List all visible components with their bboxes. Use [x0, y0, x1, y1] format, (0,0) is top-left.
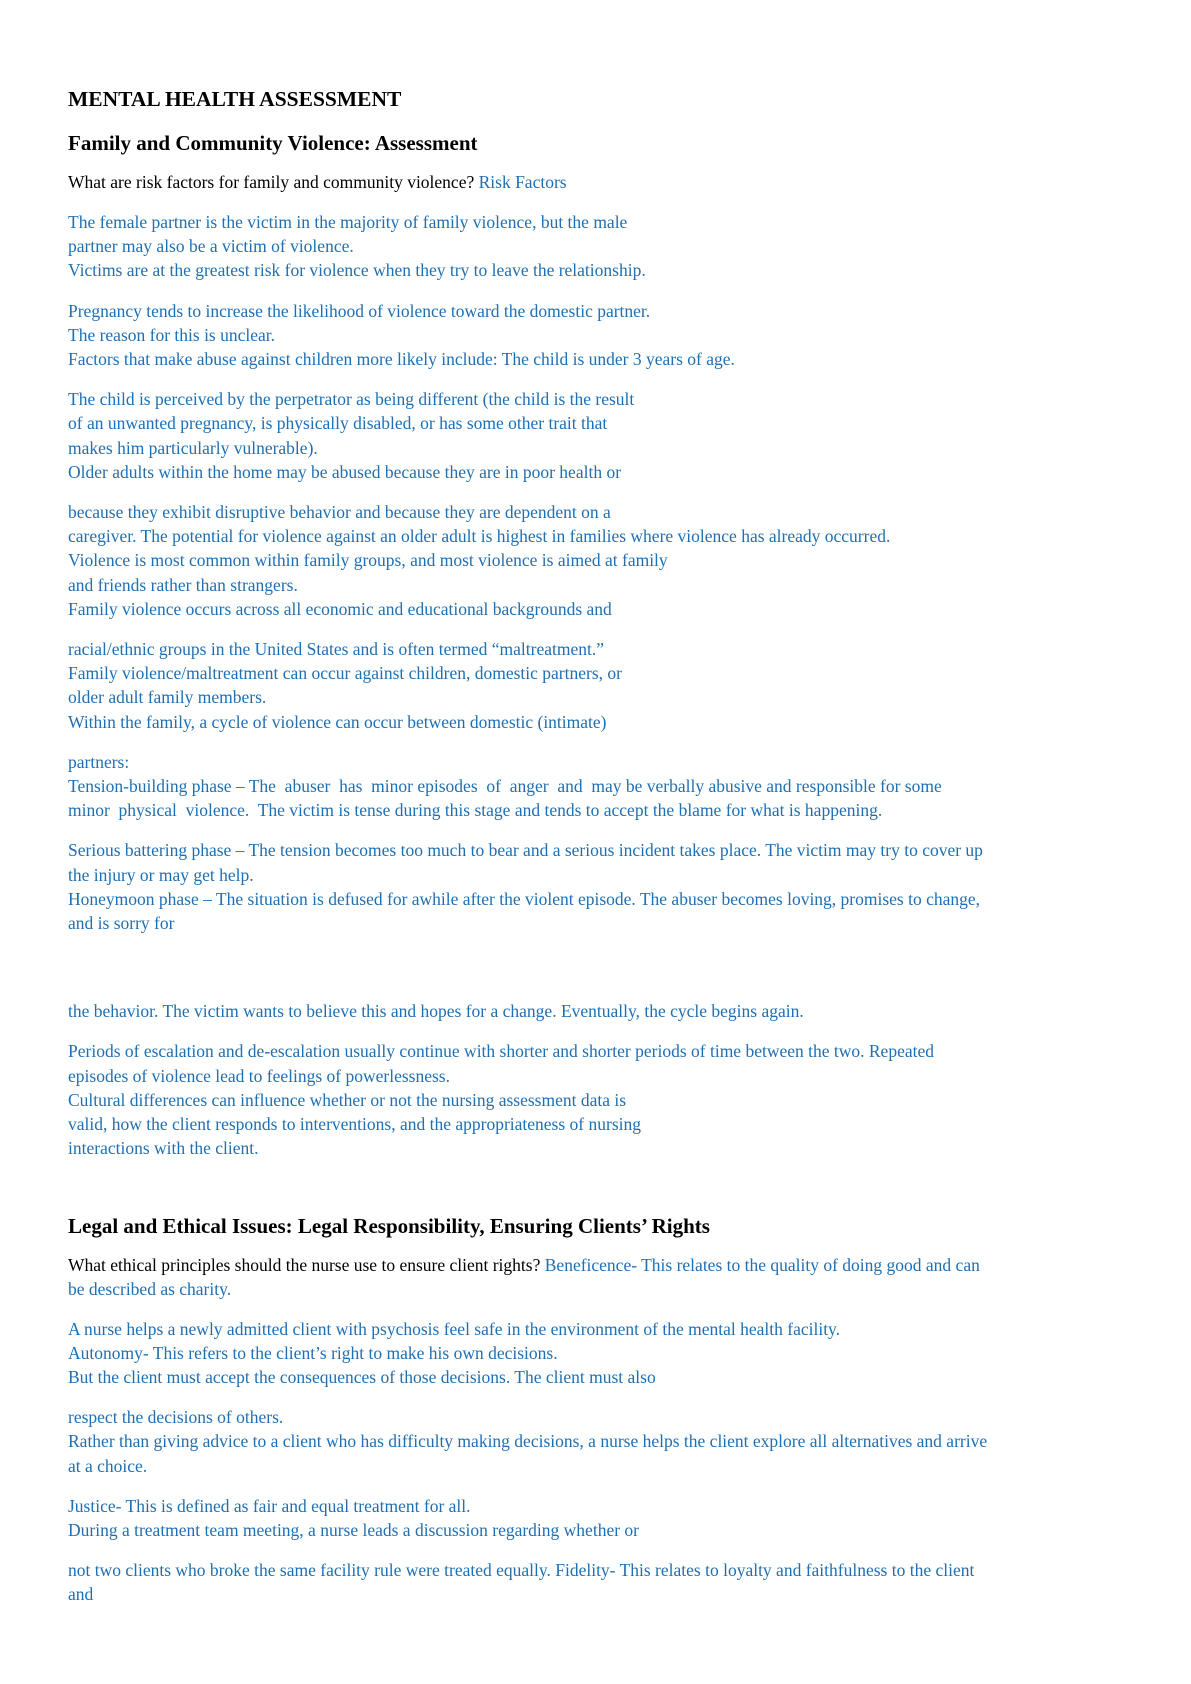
- text-line: Autonomy- This refers to the client’s right to make his own decisions.: [68, 1342, 558, 1363]
- answer-lead: Risk Factors: [478, 172, 567, 192]
- answer-lead: Beneficence- This relates to the quality of doing good and can: [544, 1254, 980, 1275]
- text-line: Serious battering phase – The tension becomes too much to bear and a serious incident takes place. The victim may try to cover up: [68, 840, 983, 861]
- paragraph: [68, 999, 1138, 1023]
- text-line: The child is perceived by the perpetrator as being different (the child is the result: [68, 389, 635, 410]
- text-line: The reason for this is unclear.: [68, 324, 276, 345]
- text-line: The female partner is the victim in the majority of family violence, but the male: [68, 212, 628, 232]
- text-line: caregiver. The potential for violence against an older adult is highest in families where violence has already occurred.: [68, 526, 891, 547]
- paragraph: [68, 1317, 1138, 1390]
- section-heading-violence: Family and Community Violence: Assessment: [68, 131, 478, 155]
- text-line: During a treatment team meeting, a nurse leads a discussion regarding whether or: [68, 1519, 639, 1540]
- text-line: at a choice.: [68, 1455, 148, 1476]
- text-line: and is sorry for: [68, 913, 175, 934]
- paragraph: [68, 1558, 1138, 1606]
- text-line: Violence is most common within family groups, and most violence is aimed at family: [68, 550, 668, 571]
- text-line: older adult family members.: [68, 687, 267, 708]
- document-page: [68, 86, 1138, 1607]
- text-line: valid, how the client responds to interventions, and the appropriateness of nursing: [68, 1114, 641, 1135]
- text-line: partner may also be a victim of violence.: [68, 236, 354, 257]
- answer-lead-continued: be described as charity.: [68, 1278, 232, 1299]
- text-line: Pregnancy tends to increase the likelihood of violence toward the domestic partner.: [68, 300, 651, 321]
- text-line: Periods of escalation and de-escalation usually continue with shorter and shorter periods of time between the two. Repeated: [68, 1041, 934, 1062]
- text-line: and: [68, 1584, 94, 1605]
- paragraph: [68, 637, 1138, 734]
- text-line: makes him particularly vulnerable).: [68, 437, 318, 458]
- paragraph: [68, 838, 1138, 935]
- text-line: Rather than giving advice to a client who has difficulty making decisions, a nurse helps the client explore all alternatives and arrive: [68, 1431, 988, 1452]
- question-text: What are risk factors for family and community violence?: [68, 172, 475, 192]
- text-line: respect the decisions of others.: [68, 1407, 284, 1428]
- text-line: because they exhibit disruptive behavior and because they are dependent on a: [68, 502, 611, 523]
- text-line: A nurse helps a newly admitted client with psychosis feel safe in the environment of the mental health facility.: [68, 1318, 841, 1339]
- text-line: Older adults within the home may be abused because they are in poor health or: [68, 461, 622, 482]
- paragraph: [68, 210, 1138, 283]
- text-line: the behavior. The victim wants to believe this and hopes for a change. Eventually, the cycle begins again.: [68, 1001, 804, 1022]
- text-line: of an unwanted pregnancy, is physically disabled, or has some other trait that: [68, 413, 608, 434]
- page-title: MENTAL HEALTH ASSESSMENT: [68, 87, 402, 111]
- paragraph: [68, 1405, 1138, 1478]
- text-line: minor physical violence. The victim is tense during this stage and tends to accept the blame for what is happening.: [68, 800, 883, 821]
- text-line: racial/ethnic groups in the United States and is often termed “maltreatment.”: [68, 639, 604, 660]
- text-line: Within the family, a cycle of violence can occur between domestic (intimate): [68, 711, 607, 732]
- text-line: interactions with the client.: [68, 1138, 259, 1159]
- paragraph: [68, 299, 1138, 372]
- paragraph: [68, 1039, 1138, 1160]
- text-line: episodes of violence lead to feelings of powerlessness.: [68, 1065, 450, 1086]
- paragraph: [68, 1494, 1138, 1542]
- paragraph: [68, 500, 1138, 621]
- text-line: But the client must accept the consequences of those decisions. The client must also: [68, 1366, 656, 1387]
- text-line: Cultural differences can influence whether or not the nursing assessment data is: [68, 1089, 627, 1110]
- question-risk-factors: [68, 170, 1138, 194]
- text-line: Justice- This is defined as fair and equal treatment for all.: [68, 1495, 471, 1516]
- question-text: What ethical principles should the nurse use to ensure client rights?: [68, 1254, 541, 1275]
- paragraph: [68, 750, 1138, 823]
- text-line: Factors that make abuse against children more likely include: The child is under 3 years of age.: [68, 349, 735, 370]
- text-line: partners:: [68, 751, 130, 772]
- text-line: Honeymoon phase – The situation is defused for awhile after the violent episode. The abuser becomes loving, promises to change,: [68, 888, 981, 909]
- text-line: Family violence occurs across all economic and educational backgrounds and: [68, 598, 612, 619]
- text-line: and friends rather than strangers.: [68, 574, 298, 595]
- text-line: Family violence/maltreatment can occur against children, domestic partners, or: [68, 663, 622, 684]
- section-heading-legal: Legal and Ethical Issues: Legal Responsibility, Ensuring Clients’ Rights: [68, 1213, 710, 1238]
- text-line: not two clients who broke the same facility rule were treated equally. Fidelity- This relates to loyalty and faithfulness to the client: [68, 1560, 975, 1581]
- question-ethical-principles: [68, 1253, 1138, 1301]
- text-line: Tension-building phase – The abuser has minor episodes of anger and may be verbally abusive and responsible for some: [68, 776, 942, 797]
- text-line: Victims are at the greatest risk for violence when they try to leave the relationship.: [68, 260, 646, 281]
- text-line: the injury or may get help.: [68, 864, 254, 885]
- paragraph: [68, 387, 1138, 484]
